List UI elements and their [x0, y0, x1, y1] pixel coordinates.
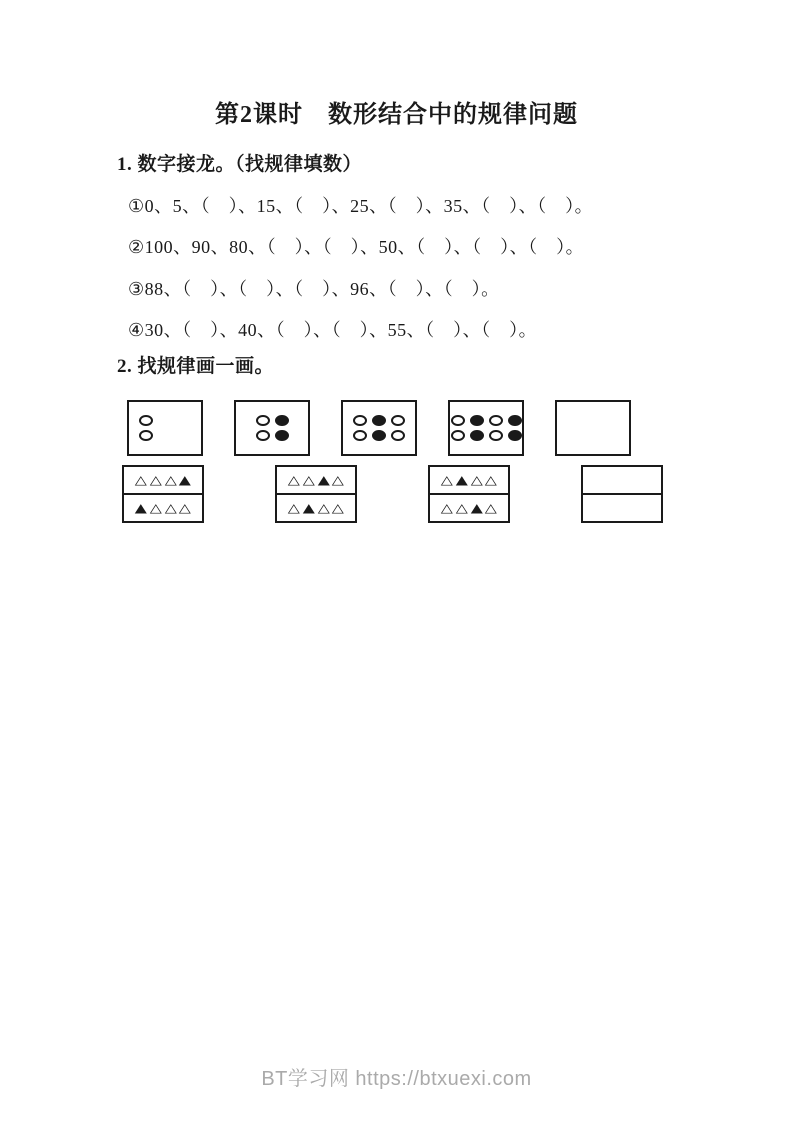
page-title: 第2课时 数形结合中的规律问题 — [215, 102, 578, 128]
white-triangle-icon: △ — [331, 500, 344, 515]
white-circle-icon — [139, 430, 153, 441]
triangle-pattern-row — [122, 465, 663, 523]
triangle-box-4 — [581, 465, 663, 523]
white-circle-icon — [489, 430, 503, 441]
black-circle-icon — [372, 415, 386, 426]
circle-box-2 — [234, 400, 310, 456]
triangle-cell-bottom — [124, 493, 202, 521]
white-circle-icon — [256, 430, 270, 441]
circle-box-1 — [127, 400, 203, 456]
black-triangle-icon: ▲ — [135, 500, 148, 515]
white-triangle-icon: △ — [149, 500, 162, 515]
white-triangle-icon: △ — [302, 472, 315, 487]
white-triangle-icon: △ — [178, 500, 191, 515]
white-triangle-icon: △ — [441, 500, 454, 515]
black-circle-icon — [275, 415, 289, 426]
black-circle-icon — [470, 415, 484, 426]
circle-box-3 — [341, 400, 417, 456]
triangle-cell-bottom — [277, 493, 355, 521]
question-line-1: ①0、5、（ ）、15、（ ）、25、（ ）、35、（ ）、（ ）。 — [128, 196, 594, 216]
black-triangle-icon: ▲ — [470, 500, 483, 515]
triangle-cell-bottom — [430, 493, 508, 521]
circle-row-group — [353, 430, 405, 441]
circle-row-group — [451, 430, 522, 441]
circle-row-group — [256, 415, 289, 426]
triangle-cell-top — [430, 467, 508, 493]
white-triangle-icon: △ — [484, 500, 497, 515]
white-triangle-icon: △ — [317, 500, 330, 515]
circle-row-group — [256, 430, 289, 441]
white-triangle-icon: △ — [164, 500, 177, 515]
triangle-cell-top — [124, 467, 202, 493]
question-line-3: ③88、（ ）、（ ）、（ ）、96、（ ）、（ ）。 — [128, 279, 500, 299]
white-triangle-icon: △ — [288, 472, 301, 487]
white-circle-icon — [353, 415, 367, 426]
circle-box-4 — [448, 400, 524, 456]
section2-heading: 2. 找规律画一画。 — [117, 356, 275, 377]
white-circle-icon — [139, 415, 153, 426]
white-triangle-icon: △ — [135, 472, 148, 487]
white-triangle-icon: △ — [164, 472, 177, 487]
black-circle-icon — [372, 430, 386, 441]
triangle-cell-top — [583, 467, 661, 493]
white-circle-icon — [256, 415, 270, 426]
black-triangle-icon: ▲ — [178, 472, 191, 487]
white-triangle-icon: △ — [288, 500, 301, 515]
black-circle-icon — [508, 415, 522, 426]
circle-row-group — [139, 415, 153, 426]
black-circle-icon — [508, 430, 522, 441]
circle-pattern-row — [127, 400, 631, 456]
circle-row-group — [353, 415, 405, 426]
white-triangle-icon: △ — [470, 472, 483, 487]
white-triangle-icon: △ — [149, 472, 162, 487]
circle-row-group — [139, 430, 153, 441]
circle-box-5 — [555, 400, 631, 456]
white-triangle-icon: △ — [455, 500, 468, 515]
triangle-cell-bottom — [583, 493, 661, 521]
black-triangle-icon: ▲ — [455, 472, 468, 487]
white-circle-icon — [489, 415, 503, 426]
black-triangle-icon: ▲ — [317, 472, 330, 487]
white-circle-icon — [353, 430, 367, 441]
section1-heading: 1. 数字接龙。（找规律填数） — [117, 154, 363, 175]
black-circle-icon — [275, 430, 289, 441]
triangle-box-3 — [428, 465, 510, 523]
triangle-box-2 — [275, 465, 357, 523]
white-circle-icon — [391, 430, 405, 441]
white-circle-icon — [451, 415, 465, 426]
white-circle-icon — [451, 430, 465, 441]
triangle-cell-top — [277, 467, 355, 493]
circle-row-group — [451, 415, 522, 426]
question-line-4: ④30、（ ）、40、（ ）、（ ）、55、（ ）、（ ）。 — [128, 320, 538, 340]
black-triangle-icon: ▲ — [302, 500, 315, 515]
black-circle-icon — [470, 430, 484, 441]
white-circle-icon — [391, 415, 405, 426]
white-triangle-icon: △ — [484, 472, 497, 487]
triangle-box-1 — [122, 465, 204, 523]
question-line-2: ②100、90、80、（ ）、（ ）、50、（ ）、（ ）、（ ）。 — [128, 237, 585, 257]
white-triangle-icon: △ — [441, 472, 454, 487]
white-triangle-icon: △ — [331, 472, 344, 487]
footer-watermark: BT学习网 https://btxuexi.com — [261, 1068, 532, 1090]
